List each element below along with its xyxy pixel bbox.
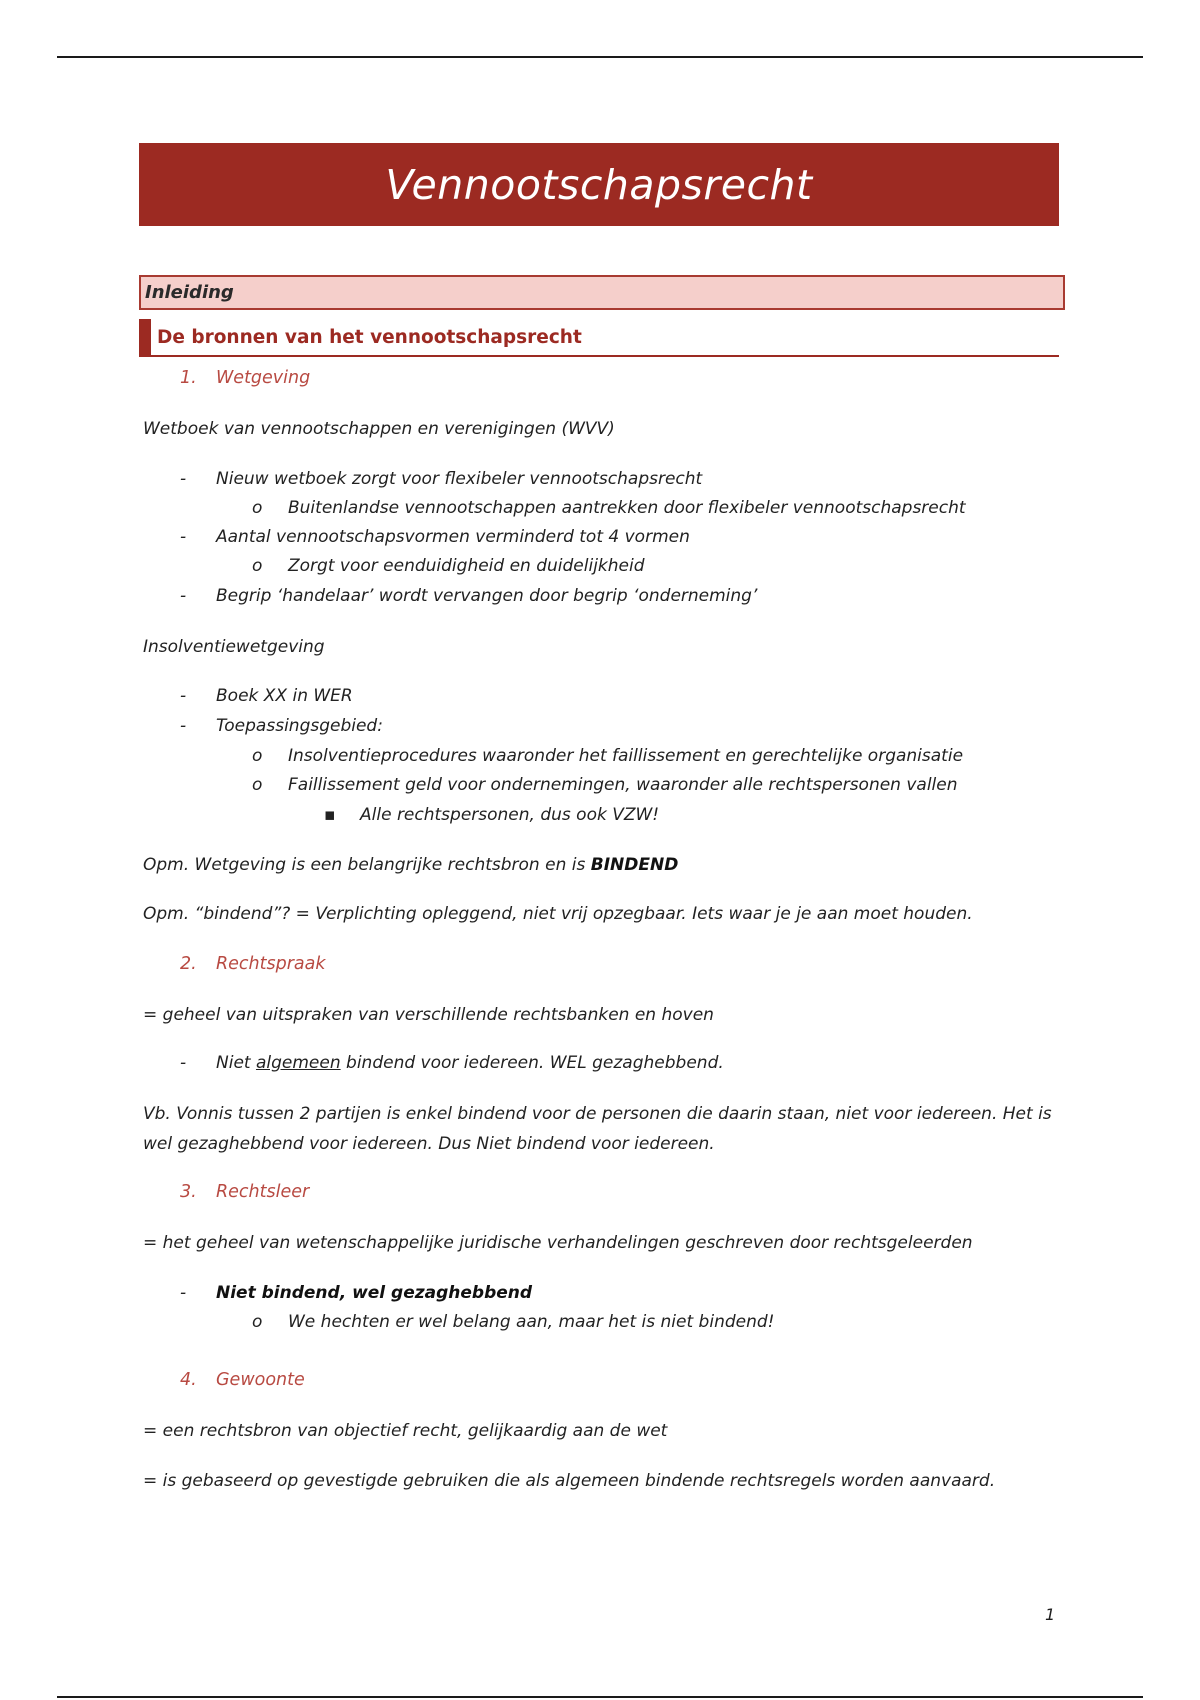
paragraph-definition: = geheel van uitspraken van verschillende rechtsbanken en hoven: [143, 1005, 714, 1025]
heading-number: 2.: [180, 954, 197, 974]
heading-text: Wetgeving: [216, 368, 311, 388]
paragraph-definition: = een rechtsbron van objectief recht, gelijkaardig aan de wet: [143, 1421, 668, 1441]
sub-list-item: [252, 498, 966, 518]
paragraph-insolventie: Insolventiewetgeving: [143, 637, 325, 657]
dash-bullet: -: [180, 586, 187, 606]
page-number: 1: [1045, 1605, 1056, 1624]
list-item: [180, 527, 690, 547]
dash-bullet: -: [180, 527, 187, 547]
circle-bullet: o: [252, 556, 263, 576]
circle-bullet: o: [252, 498, 263, 518]
section-heading: [139, 319, 1059, 357]
dash-bullet: -: [180, 1053, 187, 1073]
circle-bullet: o: [252, 746, 263, 766]
list-item-text: Buitenlandse vennootschappen aantrekken door flexibeler vennootschapsrecht: [288, 498, 966, 518]
heading-text: Rechtsleer: [216, 1182, 310, 1202]
heading-rechtspraak: [180, 954, 326, 974]
dash-bullet: -: [180, 716, 187, 736]
list-item-text: Toepassingsgebied:: [216, 716, 383, 736]
heading-text: Gewoonte: [216, 1370, 305, 1390]
heading-number: 4.: [180, 1370, 197, 1390]
sub-sub-list-item: [324, 805, 659, 825]
dash-bullet: -: [180, 469, 187, 489]
remark-definition: Opm. “bindend”? = Verplichting opleggend, niet vrij opzegbaar. Iets waar je je aan moet houden.: [143, 904, 973, 924]
list-item-text: Begrip ‘handelaar’ wordt vervangen door begrip ‘onderneming’: [216, 586, 758, 606]
paragraph-definition: = het geheel van wetenschappelijke juridische verhandelingen geschreven door rechtsgeleerden: [143, 1233, 973, 1253]
circle-bullet: o: [252, 1312, 263, 1332]
remark-bindend: [143, 855, 678, 875]
list-item-text: Faillissement geld voor ondernemingen, waaronder alle rechtspersonen vallen: [288, 775, 958, 795]
list-item: [180, 716, 383, 736]
sub-list-item: [252, 775, 958, 795]
heading-number: 3.: [180, 1182, 197, 1202]
dash-bullet: -: [180, 686, 187, 706]
list-item-text: Niet: [216, 1053, 256, 1073]
heading-number: 1.: [180, 368, 197, 388]
list-item: [180, 1053, 724, 1073]
bottom-rule: [57, 1696, 1143, 1698]
list-item-text: Insolventieprocedures waaronder het faillissement en gerechtelijke organisatie: [288, 746, 964, 766]
list-item-text: Aantal vennootschapsvormen verminderd tot 4 vormen: [216, 527, 690, 547]
example-line-2: wel gezaghebbend voor iedereen. Dus Niet bindend voor iedereen.: [143, 1134, 715, 1154]
list-item-text: bindend voor iedereen. WEL gezaghebbend.: [340, 1053, 724, 1073]
list-item: [180, 1283, 532, 1303]
list-item-text: Nieuw wetboek zorgt voor flexibeler vennootschapsrecht: [216, 469, 703, 489]
list-item-text: Alle rechtspersonen, dus ook VZW!: [360, 805, 660, 825]
list-item-text: Boek XX in WER: [216, 686, 353, 706]
remark-bold: BINDEND: [590, 855, 679, 875]
list-item: [180, 686, 353, 706]
example-line-1: Vb. Vonnis tussen 2 partijen is enkel bindend voor de personen die daarin staan, niet voor iedereen. Het is: [143, 1104, 1052, 1124]
heading-text: Rechtspraak: [216, 954, 326, 974]
paragraph-definition: = is gebaseerd op gevestigde gebruiken die als algemeen bindende rechtsregels worden aanvaard.: [143, 1471, 996, 1491]
section-heading-text: De bronnen van het vennootschapsrecht: [157, 326, 582, 348]
document-title: Vennootschapsrecht: [139, 143, 1059, 226]
square-bullet: ▪: [324, 805, 336, 825]
circle-bullet: o: [252, 775, 263, 795]
paragraph-wvv: Wetboek van vennootschappen en verenigingen (WVV): [143, 419, 615, 439]
list-item-text: Zorgt voor eenduidigheid en duidelijkheid: [288, 556, 645, 576]
list-item-text: We hechten er wel belang aan, maar het is niet bindend!: [288, 1312, 775, 1332]
dash-bullet: -: [180, 1283, 187, 1303]
heading-gewoonte: [180, 1370, 305, 1390]
underlined-text: algemeen: [255, 1053, 341, 1073]
intro-heading: Inleiding: [139, 275, 1065, 310]
list-item: [180, 586, 757, 606]
sub-list-item: [252, 1312, 774, 1332]
heading-rechtsleer: [180, 1182, 309, 1202]
sub-list-item: [252, 746, 963, 766]
heading-wetgeving: [180, 368, 310, 388]
list-item: [180, 469, 702, 489]
remark-text: Opm. Wetgeving is een belangrijke rechtsbron en is: [143, 855, 591, 875]
top-rule: [57, 56, 1143, 58]
sub-list-item: [252, 556, 645, 576]
list-item-text: Niet bindend, wel gezaghebbend: [216, 1283, 533, 1303]
